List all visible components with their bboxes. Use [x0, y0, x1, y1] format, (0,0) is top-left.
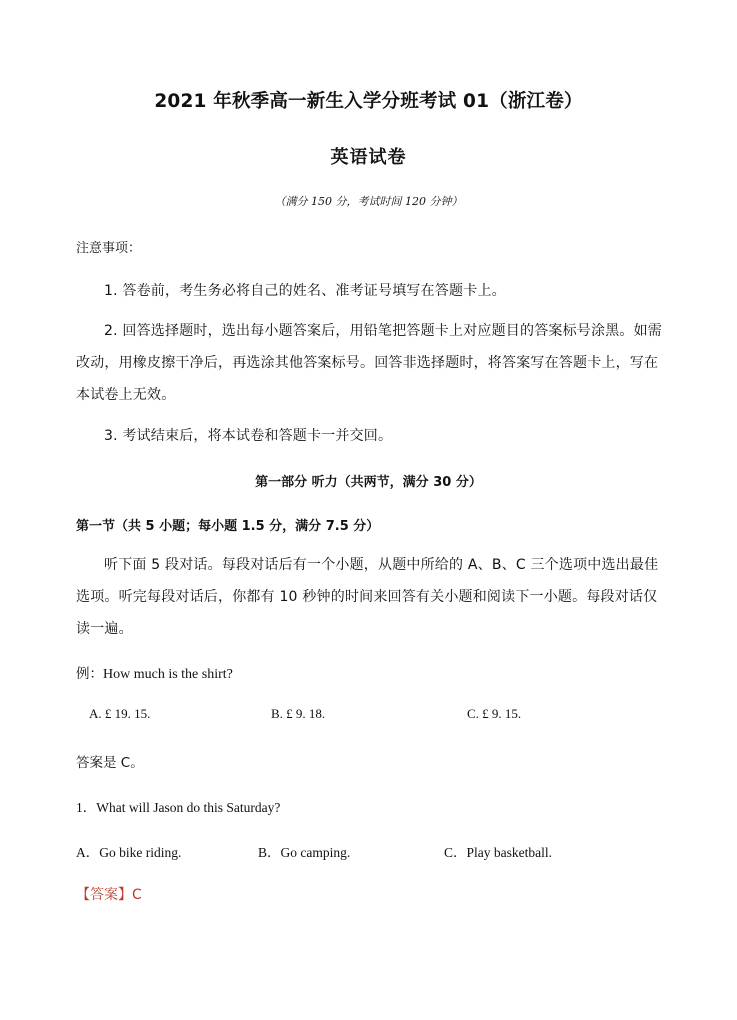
question-1-option-b: B．Go camping.	[258, 845, 351, 860]
example-answer: 答案是 C。	[76, 755, 144, 771]
part-heading: 第一部分 听力（共两节，满分 30 分）	[255, 475, 482, 490]
example-question-text: How much is the shirt?	[103, 667, 233, 682]
instruction-3: 3. 考试结束后，将本试卷和答题卡一并交回。	[104, 428, 393, 444]
example-label: 例：	[76, 666, 103, 682]
exam-info: （满分 150 分，考试时间 120 分钟）	[274, 195, 463, 208]
example-option-c: C. £ 9. 15.	[467, 706, 522, 721]
question-1-answer: 【答案】C	[76, 887, 142, 903]
question-1-option-a: A．Go bike riding.	[76, 845, 182, 860]
example-option-a: A. £ 19. 15.	[89, 706, 151, 721]
example-question	[76, 662, 233, 683]
example-option-b: B. £ 9. 18.	[271, 706, 326, 721]
question-1: 1．What will Jason do this Saturday?	[76, 800, 281, 815]
instruction-2: 2. 回答选择题时，选出每小题答案后，用铅笔把答题卡上对应题目的答案标号涂黑。如需改动，用橡皮擦干净后，再选涂其他答案标号。回答非选择题时，将答案写在答题卡上，写在本试卷上无效。	[76, 323, 663, 403]
notes-heading: 注意事项：	[76, 241, 142, 256]
instruction-1: 1. 答卷前，考生务必将自己的姓名、准考证号填写在答题卡上。	[104, 283, 506, 299]
exam-subtitle: 英语试卷	[330, 147, 407, 168]
exam-title: 2021 年秋季高一新生入学分班考试 01（浙江卷）	[154, 91, 583, 112]
section-heading: 第一节（共 5 小题；每小题 1.5 分，满分 7.5 分）	[76, 519, 380, 534]
question-1-option-c: C．Play basketball.	[444, 845, 552, 860]
section-instruction: 听下面 5 段对话。每段对话后有一个小题，从题中所给的 A、B、C 三个选项中选出最佳选项。听完每段对话后，你都有 10 秒钟的时间来回答有关小题和阅读下一小题。每段对话仅读一遍。	[76, 557, 659, 637]
